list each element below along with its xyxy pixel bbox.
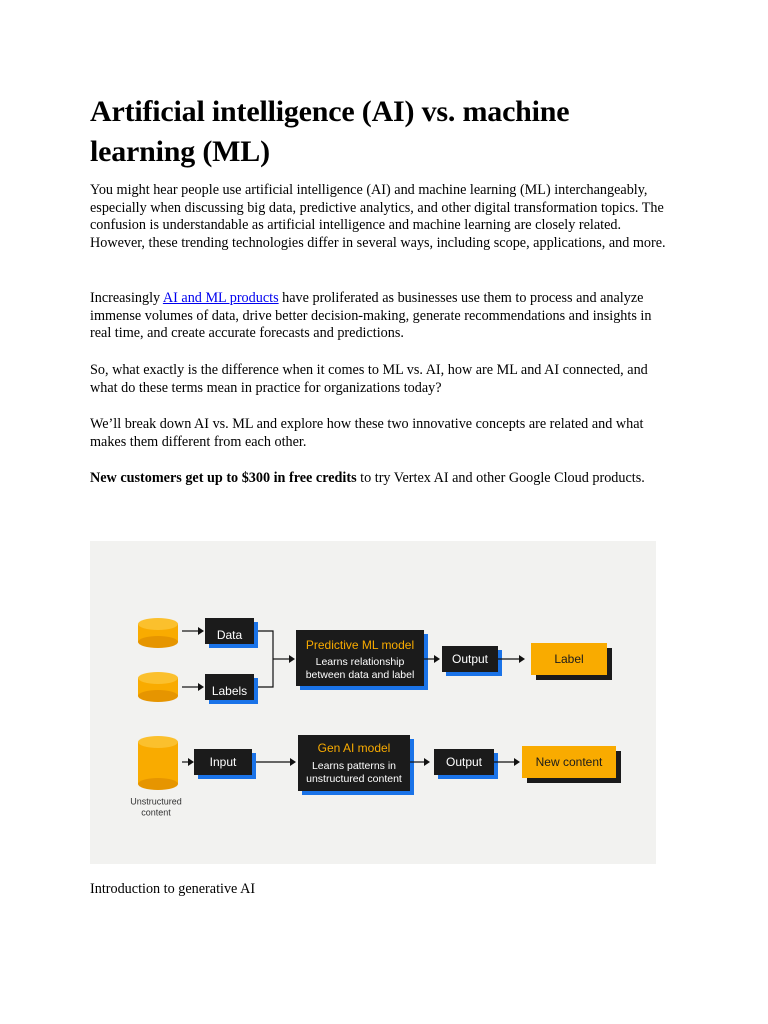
ml-output-label: Output (451, 652, 489, 667)
page-title: Artificial intelligence (AI) vs. machine learning (ML) (90, 95, 570, 168)
predictive-ml-model-desc-2: between data and label (305, 668, 415, 681)
labels-label: Labels (211, 684, 248, 699)
products-paragraph-rest: have proliferated as businesses use them to process and analyze immense volumes of data, drive better decision-making, generate recommendations and insights in real time, and create accurate forecasts and predictions. (90, 290, 652, 342)
predictive-ml-model-box (296, 630, 428, 690)
ai-ml-products-link[interactable]: AI and ML products (162, 290, 279, 306)
gen-ai-model-box (298, 735, 414, 795)
genai-output-box (434, 749, 498, 779)
unstructured-label-1: Unstructured (130, 796, 182, 807)
genai-output-label: Output (445, 755, 483, 770)
input-box (194, 749, 256, 779)
new-content-result-text: New content (535, 755, 603, 770)
figure-caption: Introduction to generative AI (90, 881, 256, 897)
products-paragraph-lead: Increasingly (90, 290, 163, 306)
data-label: Data (216, 628, 243, 643)
credits-rest: to try Vertex AI and other Google Cloud products. (356, 470, 645, 486)
label-result-text: Label (554, 652, 584, 667)
intro-paragraph: You might hear people use artificial intelligence (AI) and machine learning (ML) interchangeably, especially when discussing big data, predictive analytics, and other digital transformation topics. The confusion is understandable as artificial intelligence and machine learning are closely related. However, these trending technologies differ in several ways, including scope, applications, and more. (90, 182, 666, 251)
credits-paragraph (90, 470, 675, 488)
ai-vs-ml-diagram (90, 541, 656, 864)
gen-ai-model-desc-2: unstructured content (306, 772, 402, 785)
data-database-icon (138, 618, 178, 648)
ml-output-box (442, 646, 502, 676)
products-paragraph (90, 290, 675, 343)
gen-ai-model-title: Gen AI model (317, 741, 391, 756)
breakdown-paragraph: We’ll break down AI vs. ML and explore how these two innovative concepts are related and what makes them different from each other. (90, 416, 644, 450)
labels-box (205, 674, 258, 704)
labels-database-icon (138, 672, 178, 702)
diagram-svg (90, 541, 656, 864)
predictive-ml-model-title: Predictive ML model (305, 638, 415, 653)
diagram-background (90, 541, 656, 864)
predictive-ml-model-desc-1: Learns relationship (315, 655, 405, 668)
gen-ai-model-desc-1: Learns patterns in (311, 759, 397, 772)
input-label: Input (209, 755, 237, 770)
unstructured-content-database-icon (138, 736, 178, 790)
credits-highlight: New customers get up to $300 in free credits (90, 470, 357, 486)
question-paragraph: So, what exactly is the difference when it comes to ML vs. AI, how are ML and AI connected, and what do these terms mean in practice for organizations today? (90, 362, 648, 396)
new-content-result-box (522, 746, 621, 783)
label-result-box (531, 643, 612, 680)
unstructured-label-2: content (141, 807, 171, 818)
data-box (205, 618, 258, 648)
